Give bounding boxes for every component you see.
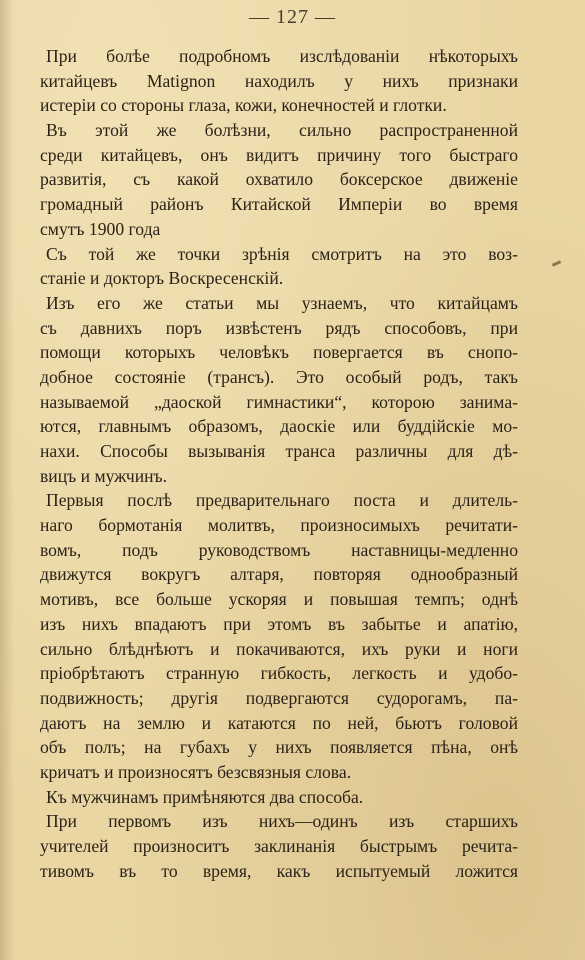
text-line: кричатъ и произносятъ безсвязныя слова. <box>40 761 352 782</box>
text-line: Изъ его же статьи мы узнаемъ, что китайцамъ <box>46 292 518 313</box>
text-line: мотивъ, все больше ускоряя и повышая темпъ; однѣ <box>40 589 518 610</box>
text-line: помощи которыхъ человѣкъ повергается въ снопо- <box>40 342 518 363</box>
text-line: Въ этой же болѣзни, сильно распространенной <box>46 120 518 141</box>
page-number: — 127 — <box>249 6 336 28</box>
text-line: Первыя послѣ предварительнаго поста и длитель- <box>46 490 518 511</box>
text-line: развитія, съ какой охватило боксерское движеніе <box>40 169 518 190</box>
text-line: станіе и докторъ Воскресенскій. <box>40 268 284 289</box>
binding-shadow <box>0 0 14 960</box>
text-line: При первомъ изъ нихъ—одинъ изъ старшихъ <box>46 811 518 832</box>
text-line: называемой „даоской гимнастики“, которою занима- <box>40 391 518 412</box>
text-line: наго бормотанія молитвъ, произносимыхъ речитати- <box>40 515 518 536</box>
margin-mark <box>552 260 561 267</box>
text-line: добное состояніе (трансъ). Это особый родъ, такъ <box>40 366 518 387</box>
text-line: истеріи со стороны глаза, кожи, конечностей и глотки. <box>40 95 447 116</box>
text-line: тивомъ въ то время, какъ испытуемый ложится <box>40 860 518 881</box>
text-line: Съ той же точки зрѣнія смотритъ на это воз- <box>46 243 518 264</box>
text-line: китайцевъ Matignon находилъ у нихъ признаки <box>40 70 518 91</box>
text-line: вицъ и мужчинъ. <box>40 465 168 486</box>
text-line: сильно блѣднѣютъ и покачиваются, ихъ руки и ноги <box>40 638 518 659</box>
text-line: подвижность; другія подвергаются судорогамъ, па- <box>40 687 518 708</box>
text-line: Къ мужчинамъ примѣняются два способа. <box>46 786 364 807</box>
text-line: нахи. Способы вызыванія транса различны для дѣ- <box>40 441 518 461</box>
text-line: объ полъ; на губахъ у нихъ появляется пѣна, онѣ <box>40 737 518 758</box>
text-line: При болѣе подробномъ изслѣдованіи нѣкоторыхъ <box>46 46 518 66</box>
text-line: пріобрѣтаютъ странную гибкость, легкость и удобо- <box>40 663 518 684</box>
text-line: ются, главнымъ образомъ, даоскіе или буддійскіе мо- <box>40 416 518 437</box>
text-line: изъ нихъ впадаютъ при этомъ въ забытье и апатію, <box>40 613 518 634</box>
text-line: даютъ на землю и катаются по ней, бьютъ головой <box>40 712 518 733</box>
text-line: громадный районъ Китайской Имперіи во время <box>40 194 518 215</box>
text-line: учителей произноситъ заклинанія быстрымъ речита- <box>40 836 518 856</box>
text-line: вомъ, подъ руководствомъ наставницы-медленно <box>40 539 518 560</box>
text-line: движутся вокругъ алтаря, повторяя однообразный <box>40 564 518 585</box>
text-line: съ давнихъ поръ извѣстенъ рядъ способовъ, при <box>40 317 518 338</box>
text-line: среди китайцевъ, онъ видитъ причину того быстраго <box>40 144 518 165</box>
text-line: смутъ 1900 года <box>40 218 161 239</box>
body-text <box>40 44 518 883</box>
